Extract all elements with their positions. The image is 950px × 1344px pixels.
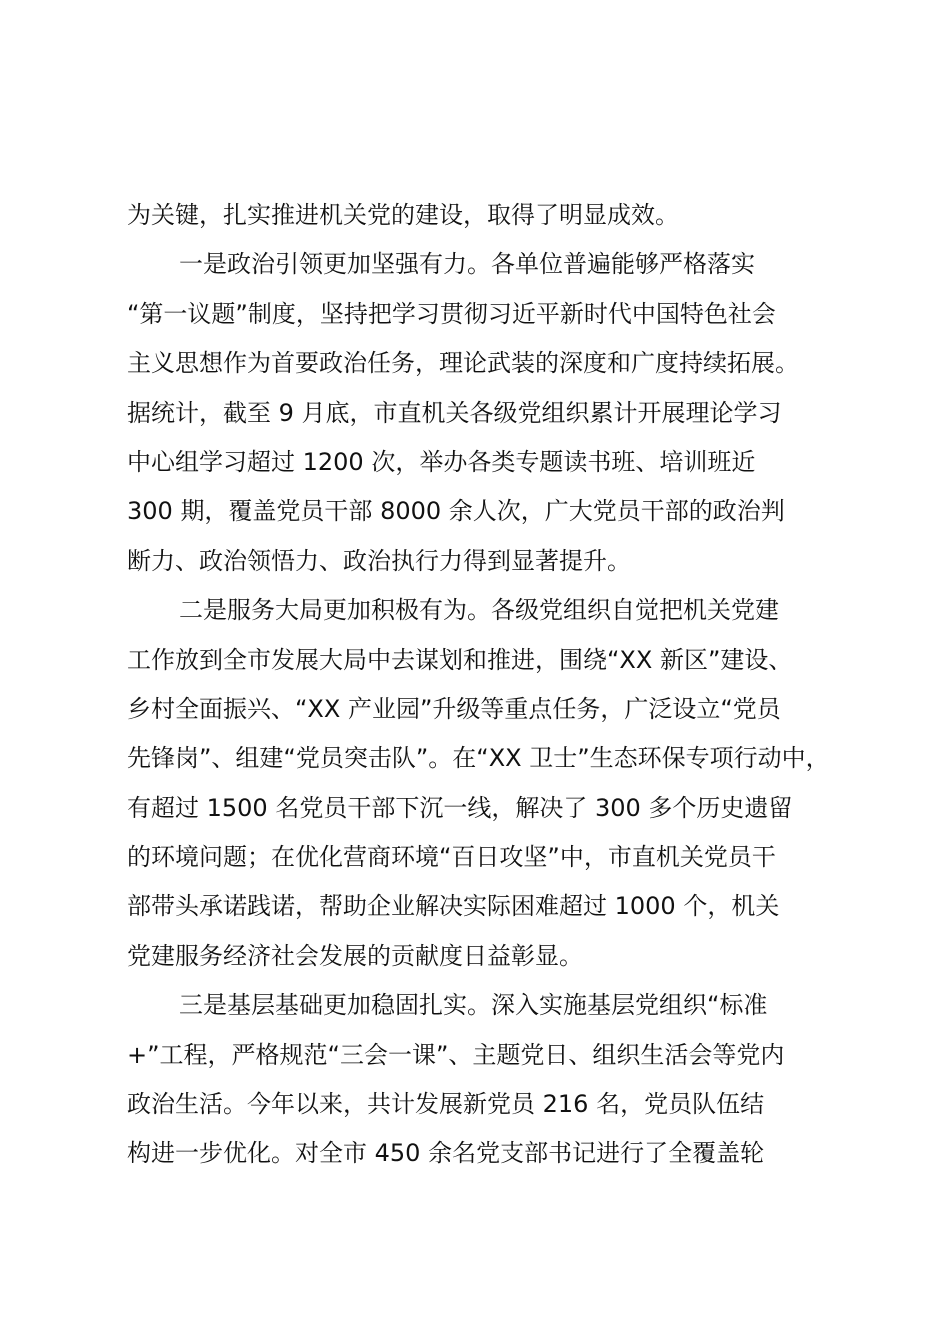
text-line: “第一议题”制度，坚持把学习贯彻习近平新时代中国特色社会 <box>127 299 776 328</box>
text-line: 二是服务大局更加积极有为。各级党组织自觉把机关党建 <box>179 596 779 625</box>
text-line: 的环境问题；在优化营商环境“百日攻坚”中，市直机关党员干 <box>127 843 776 872</box>
text-line: 工作放到全市发展大局中去谋划和推进，围绕“XX 新区”建设、 <box>127 645 793 674</box>
text-line: 据统计，截至 9 月底，市直机关各级党组织累计开展理论学习 <box>127 398 782 427</box>
text-line: 党建服务经济社会发展的贡献度日益彰显。 <box>127 941 583 970</box>
text-line: 中心组学习超过 1200 次，举办各类专题读书班、培训班近 <box>127 447 756 476</box>
text-line: 部带头承诺践诺，帮助企业解决实际困难超过 1000 个，机关 <box>127 892 780 921</box>
text-line: 有超过 1500 名党员干部下沉一线，解决了 300 多个历史遗留 <box>127 793 793 822</box>
document-body <box>127 191 830 1179</box>
text-line: 为关键，扎实推进机关党的建设，取得了明显成效。 <box>127 201 679 229</box>
text-line: 乡村全面振兴、“XX 产业园”升级等重点任务，广泛设立“党员 <box>127 694 781 723</box>
text-line: 三是基层基础更加稳固扎实。深入实施基层党组织“标准 <box>179 991 768 1020</box>
text-line: 政治生活。今年以来，共计发展新党员 216 名，党员队伍结 <box>127 1090 765 1119</box>
text-line: 300 期，覆盖党员干部 8000 余人次，广大党员干部的政治判 <box>127 497 785 526</box>
text-line: 先锋岗”、组建“党员突击队”。在“XX 卫士”生态环保专项行动中， <box>127 744 830 773</box>
text-line: +”工程，严格规范“三会一课”、主题党日、组织生活会等党内 <box>127 1040 785 1069</box>
text-line: 一是政治引领更加坚强有力。各单位普遍能够严格落实 <box>179 250 755 279</box>
text-line: 主义思想作为首要政治任务，理论武装的深度和广度持续拓展。 <box>127 349 799 378</box>
text-line: 构进一步优化。对全市 450 余名党支部书记进行了全覆盖轮 <box>127 1139 765 1168</box>
text-line: 断力、政治领悟力、政治执行力得到显著提升。 <box>127 546 631 575</box>
